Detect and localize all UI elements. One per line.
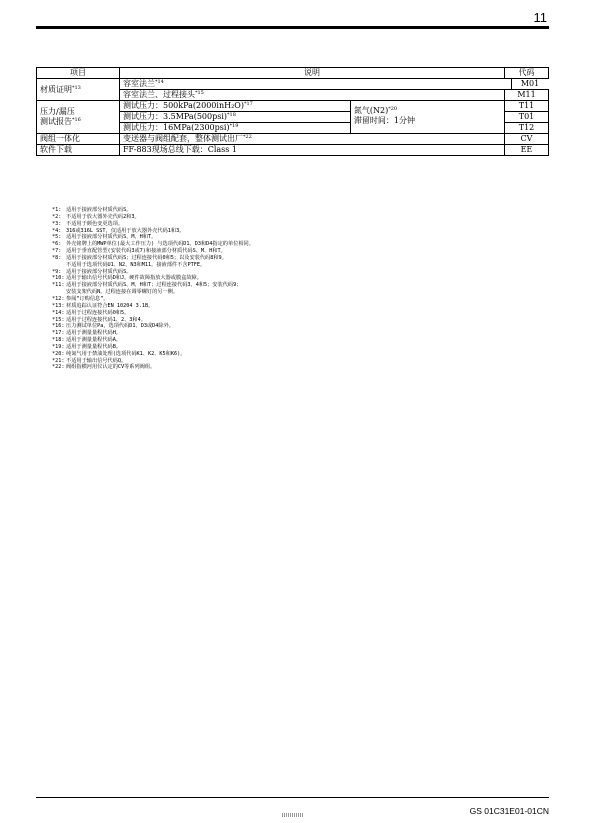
footnote: *2: 不适用于放大器外壳代码2和3。	[52, 213, 140, 220]
footnote: *13: 材质追踪认证符合EN 10204 3.1B。	[52, 302, 154, 309]
pressure-test-label: 压力/漏压 测试报告$^{*16}$	[37, 101, 120, 134]
footnotes	[52, 207, 522, 371]
valve-integration-label: 阀组一体化	[37, 134, 120, 145]
footnote: *16: 压力测试单位Pa，选项代码D1、D3或D4除外。	[52, 323, 174, 330]
material-cert-label: 材质证明$^{*13}$	[37, 79, 120, 101]
valve-integration-desc: 变送器与阀组配套，整体测试出厂$^{*22}$	[120, 134, 505, 145]
footnote: *11: 适用于接液部分材质代码S、M、H和T；过程连接代码3、4和5；安装代码9；	[52, 282, 242, 289]
table-row	[37, 145, 549, 156]
footnote: *8: 适用于接液部分材质代码S；过程连接代码0和5；以及安装代码8和9。	[52, 254, 227, 261]
footnote: *9: 适用于接液部分材质代码S。	[52, 268, 132, 275]
header-item: 项目	[37, 68, 120, 79]
footnote: *3: 不适用于颜色变更选项。	[52, 220, 124, 227]
software-download-label: 软件下载	[37, 145, 120, 156]
footnote: *20: 纯氮气用于禁油处理(选项代码K1、K2、K5和K6)。	[52, 350, 186, 357]
footnote: *22: 阀组指横河用仪认定的CV等系列阀组。	[52, 364, 156, 371]
footnote: *19: 适用于测量量程代码B。	[52, 343, 121, 350]
option-code: T12	[505, 123, 549, 134]
option-code: M11	[505, 90, 549, 101]
option-code: T11	[505, 101, 549, 112]
footnote: 安装支架代码N。过程连接在调零螺钉的另一侧。	[66, 289, 179, 296]
nitrogen-note: 氮气$(N2)^{*20}$ 滞留时间：1分钟	[353, 106, 415, 125]
footnote: *15: 适用于过程连接代码1、2、3和4。	[52, 316, 146, 323]
footnote: *14: 适用于过程连接代码0和5。	[52, 309, 130, 316]
footnote: *6: 外壳铭牌上的MWP单位(最大工作压力) 与选项代码D1、D3和D4指定的单位相同。	[52, 241, 254, 248]
table-header-row	[37, 68, 549, 79]
option-code: CV	[505, 134, 549, 145]
footnote: *12: 参阅“订购信息”。	[52, 295, 109, 302]
footnote: 不适用于选项代码U1、N2、N3和M11。接液部件不含PTFE。	[66, 261, 206, 268]
footnote: *5: 适用于接液部分材质代码S、M、H和T。	[52, 234, 157, 241]
footnote: *18: 适用于测量量程代码A。	[52, 337, 121, 344]
option-code: T01	[505, 112, 549, 123]
document-code: GS 01C31E01-01CN	[469, 806, 549, 816]
option-code: EE	[505, 145, 549, 156]
table-row	[37, 101, 549, 112]
footnote: *1: 适用于接液部分材质代码S。	[52, 207, 132, 213]
pressure-test-desc: 测试压力：$16MPa(2300psi)^{*19}$	[120, 123, 350, 134]
footnote: *17: 适用于测量量程代码H。	[52, 330, 121, 337]
header-description: 说明	[120, 68, 505, 79]
table-row	[37, 134, 549, 145]
option-code-table	[36, 67, 549, 156]
header-rule	[36, 26, 549, 29]
footnote: *10: 适用于输出信号代码D和J。硬件故障指放大器或膜盒故障。	[52, 275, 202, 282]
software-download-desc: FF-883现场总线下载：Class 1	[120, 145, 505, 156]
pressure-test-desc: 测试压力：$500kPa(2000inH_2O)^{*17}$	[120, 101, 350, 112]
material-cert-desc: 容室法兰$^{*14}$	[120, 79, 511, 89]
footer-rule	[36, 797, 549, 798]
footnote: *21: 不适用于输出信号代码Q。	[52, 357, 127, 364]
header-code: 代码	[505, 68, 549, 79]
footnote: *7: 适用于垂直配管型(安装代码3或7)和接液部分材质代码S、M、H和T。	[52, 248, 226, 255]
table-row	[37, 79, 549, 90]
pressure-test-desc: 测试压力：$3.5MPa(500psi)^{*18}$	[120, 112, 350, 123]
footnote: *4: 316或316L SST，仅适用于放大器外壳代码1和3。	[52, 227, 185, 234]
option-code: M01	[520, 79, 540, 88]
material-cert-desc: 容室法兰、过程接头$^{*15}$	[120, 90, 505, 101]
page-number: 11	[533, 10, 547, 25]
footer-barcode-mark	[282, 813, 304, 817]
